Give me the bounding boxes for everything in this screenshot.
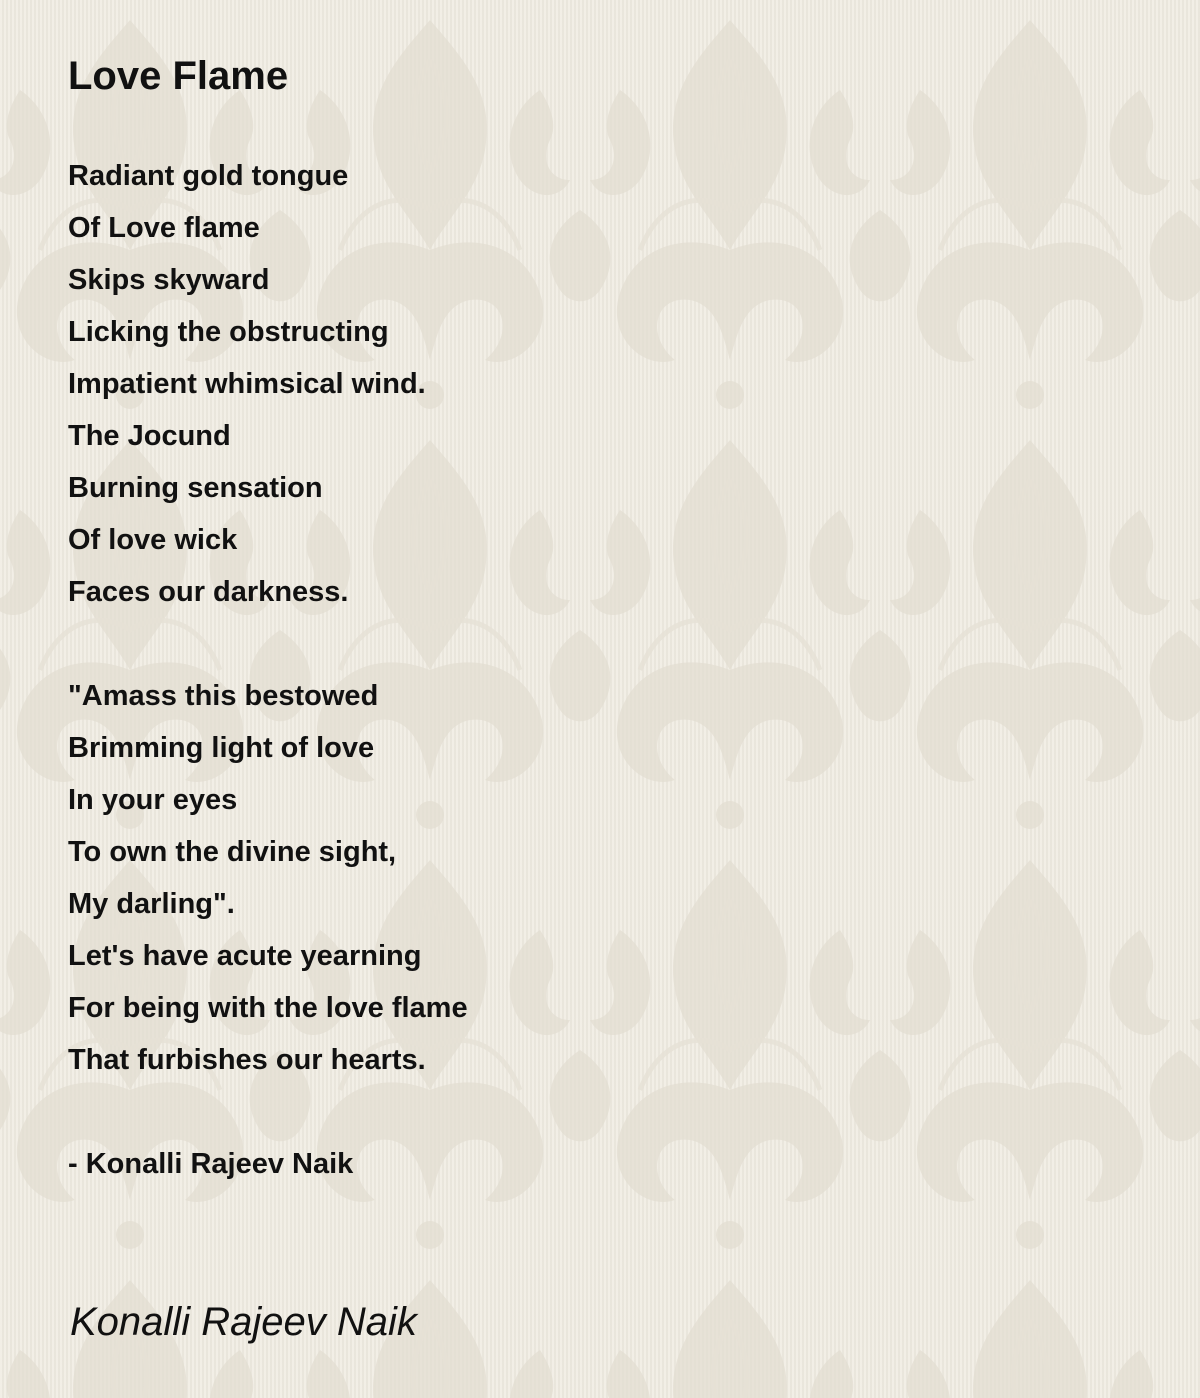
poem-line: The Jocund — [68, 420, 231, 452]
poem-line: Impatient whimsical wind. — [68, 368, 426, 400]
poem-title: Love Flame — [68, 54, 289, 98]
poem-line: To own the divine sight, — [68, 836, 397, 868]
poem-line: That furbishes our hearts. — [68, 1044, 426, 1076]
poem-line: Of Love flame — [68, 212, 260, 244]
poem-line: Licking the obstructing — [68, 316, 389, 348]
poem-line: My darling". — [68, 888, 235, 920]
poem-line: Radiant gold tongue — [68, 160, 349, 192]
poem-body — [68, 150, 1068, 1190]
author-signature: Konalli Rajeev Naik — [70, 1300, 417, 1344]
poem-line: Of love wick — [68, 524, 238, 556]
poem-line: Faces our darkness. — [68, 576, 349, 608]
poem-stanza — [68, 670, 1068, 1086]
poem-line: Brimming light of love — [68, 732, 375, 764]
poem-line: "Amass this bestowed — [68, 680, 379, 712]
poem-line: Let's have acute yearning — [68, 940, 422, 972]
poem-line: Skips skyward — [68, 264, 270, 296]
poem-line: Burning sensation — [68, 472, 323, 504]
poem-stanza — [68, 150, 1068, 618]
poem-line: For being with the love flame — [68, 992, 468, 1024]
poem-line: In your eyes — [68, 784, 238, 816]
poem-byline: - Konalli Rajeev Naik — [68, 1148, 354, 1180]
